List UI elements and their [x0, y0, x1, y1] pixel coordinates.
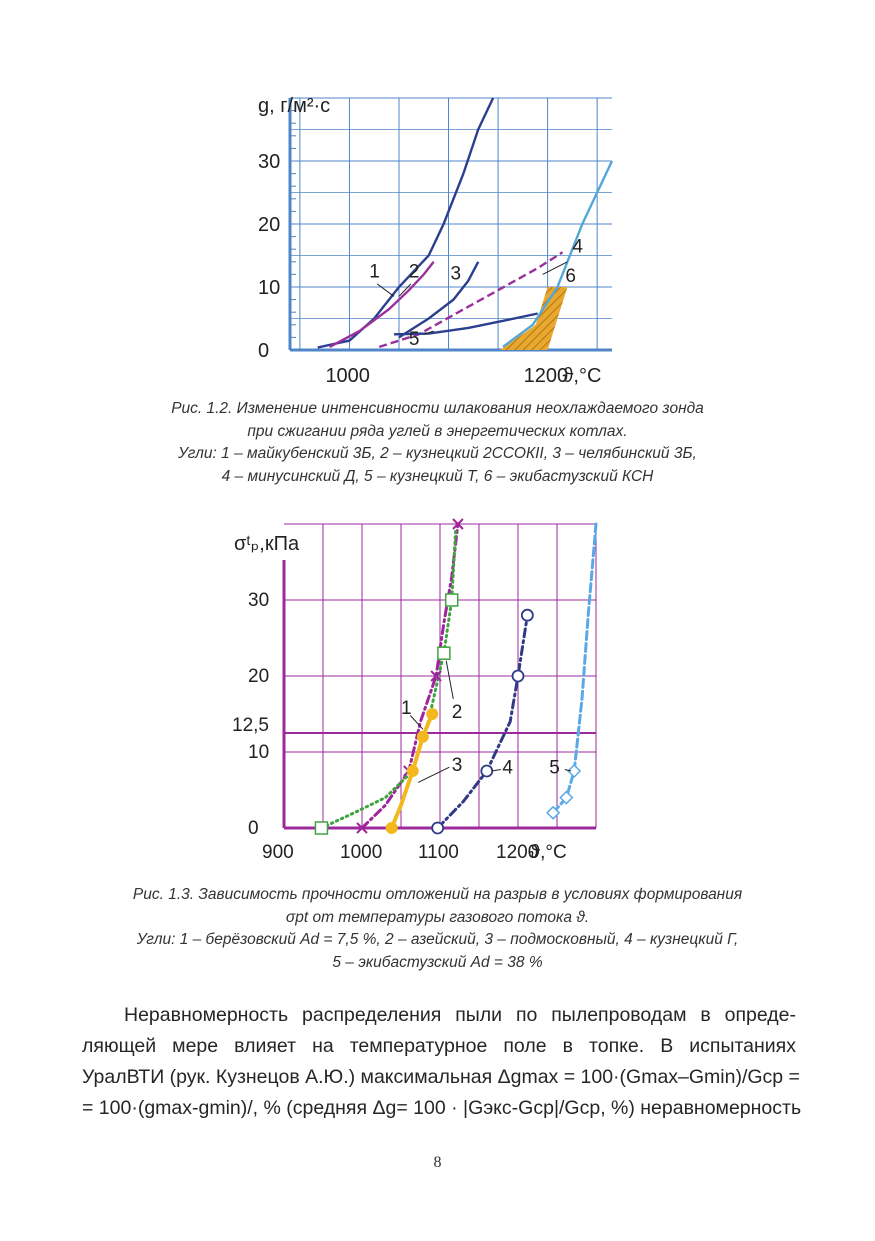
curve-label-6: 6 — [565, 265, 577, 287]
series-4-marker — [432, 823, 443, 834]
caption-line: Рис. 1.3. Зависимость прочности отложений на разрыв в условиях формирования — [132, 886, 743, 903]
figure-1-3-chart — [228, 518, 618, 878]
x-tick-label: 1100 — [418, 842, 459, 863]
x-axis-label: ϑ,°C — [562, 365, 602, 387]
series-4-marker — [513, 671, 524, 682]
caption-line: 4 – минусинский Д, 5 – кузнецкий Т, 6 – экибастузский КСН — [221, 467, 654, 485]
figure-1-2-caption — [60, 398, 815, 488]
x-tick-label: 1200 — [523, 365, 569, 387]
y-tick-label: 30 — [258, 151, 281, 173]
curve-label-4: 4 — [572, 236, 583, 258]
series-6-line — [503, 161, 612, 347]
y-tick-label: 10 — [258, 277, 281, 299]
x-axis-label: ϑ,°C — [529, 842, 567, 863]
x-tick-label: 900 — [262, 842, 294, 863]
y-tick-label: 30 — [248, 590, 270, 611]
y-tick-label: 0 — [248, 818, 259, 839]
series-1-line — [318, 98, 493, 348]
y-tick-label: 0 — [258, 340, 270, 362]
figure-1-3-svg — [228, 518, 618, 878]
y-tick-label: 12,5 — [232, 715, 269, 736]
figure-1-3-caption — [60, 884, 815, 974]
y-axis-label: σᵗₚ,кПа — [234, 533, 300, 555]
y-tick-label: 20 — [248, 666, 270, 687]
curve-label-3: 3 — [451, 755, 463, 776]
y-tick-label: 20 — [258, 214, 281, 236]
series-2-marker — [438, 647, 450, 659]
series-3-marker — [386, 823, 397, 834]
series-3-marker — [407, 766, 418, 777]
caption-line: Угли: 1 – майкубенский 3Б, 2 – кузнецкий 2ССОКII, 3 – челябинский 3Б, — [178, 445, 697, 462]
leader-line — [446, 661, 453, 699]
curve-label-1: 1 — [369, 261, 380, 283]
caption-line: σpt от температуры газового потока ϑ. — [285, 908, 590, 926]
y-axis-label: g, г/м²·с — [258, 95, 331, 117]
series-3-marker — [427, 709, 438, 720]
curve-label-5: 5 — [549, 757, 560, 779]
curve-label-5: 5 — [408, 328, 420, 350]
figure-1-2-chart — [250, 88, 630, 388]
caption-line: Угли: 1 – берёзовский Ad = 7,5 %, 2 – азейский, 3 – подмосковный, 4 – кузнецкий Г, — [136, 931, 739, 948]
body-line: УралВТИ (рук. Кузнецов А.Ю.) максимальная Δgmax = 100·(Gmax–Gmin)/Gср = — [82, 1066, 800, 1088]
curve-label-2: 2 — [451, 701, 463, 723]
caption-line: 5 – экибастузский Ad = 38 % — [332, 953, 543, 971]
series-2-marker — [315, 822, 327, 834]
series-3-marker — [417, 731, 428, 742]
series-4-marker — [481, 766, 492, 777]
curve-label-1: 1 — [401, 698, 412, 719]
x-tick-label: 1200 — [496, 842, 539, 863]
series-4-marker — [522, 610, 533, 621]
leader-line — [377, 284, 394, 297]
curve-label-3: 3 — [450, 263, 462, 285]
y-tick-label: 10 — [248, 742, 270, 763]
caption-line: при сжигании ряда углей в энергетических котлах. — [247, 422, 628, 440]
body-line: = 100·(gmax-gmin)/, % (средняя Δg= 100 · |Gэкс-Gср|/Gср, %) неравномерность — [82, 1097, 802, 1119]
caption-line: Рис. 1.2. Изменение интенсивности шлакования неохлаждаемого зонда — [171, 400, 704, 417]
figure-1-2-svg — [250, 88, 630, 388]
body-paragraph — [82, 1000, 802, 1124]
leader-line — [418, 767, 449, 782]
curve-label-2: 2 — [408, 261, 420, 283]
page-number: 8 — [433, 1154, 442, 1171]
curve-label-4: 4 — [502, 757, 513, 779]
body-line: Неравномерность распределения пыли по пылепроводам в опреде- — [124, 1004, 796, 1026]
body-line: ляющей мере влияет на температурное поле в топке. В испытаниях — [82, 1035, 796, 1057]
x-tick-label: 1000 — [325, 365, 370, 387]
series-2-marker — [446, 594, 458, 606]
x-tick-label: 1000 — [340, 842, 383, 863]
